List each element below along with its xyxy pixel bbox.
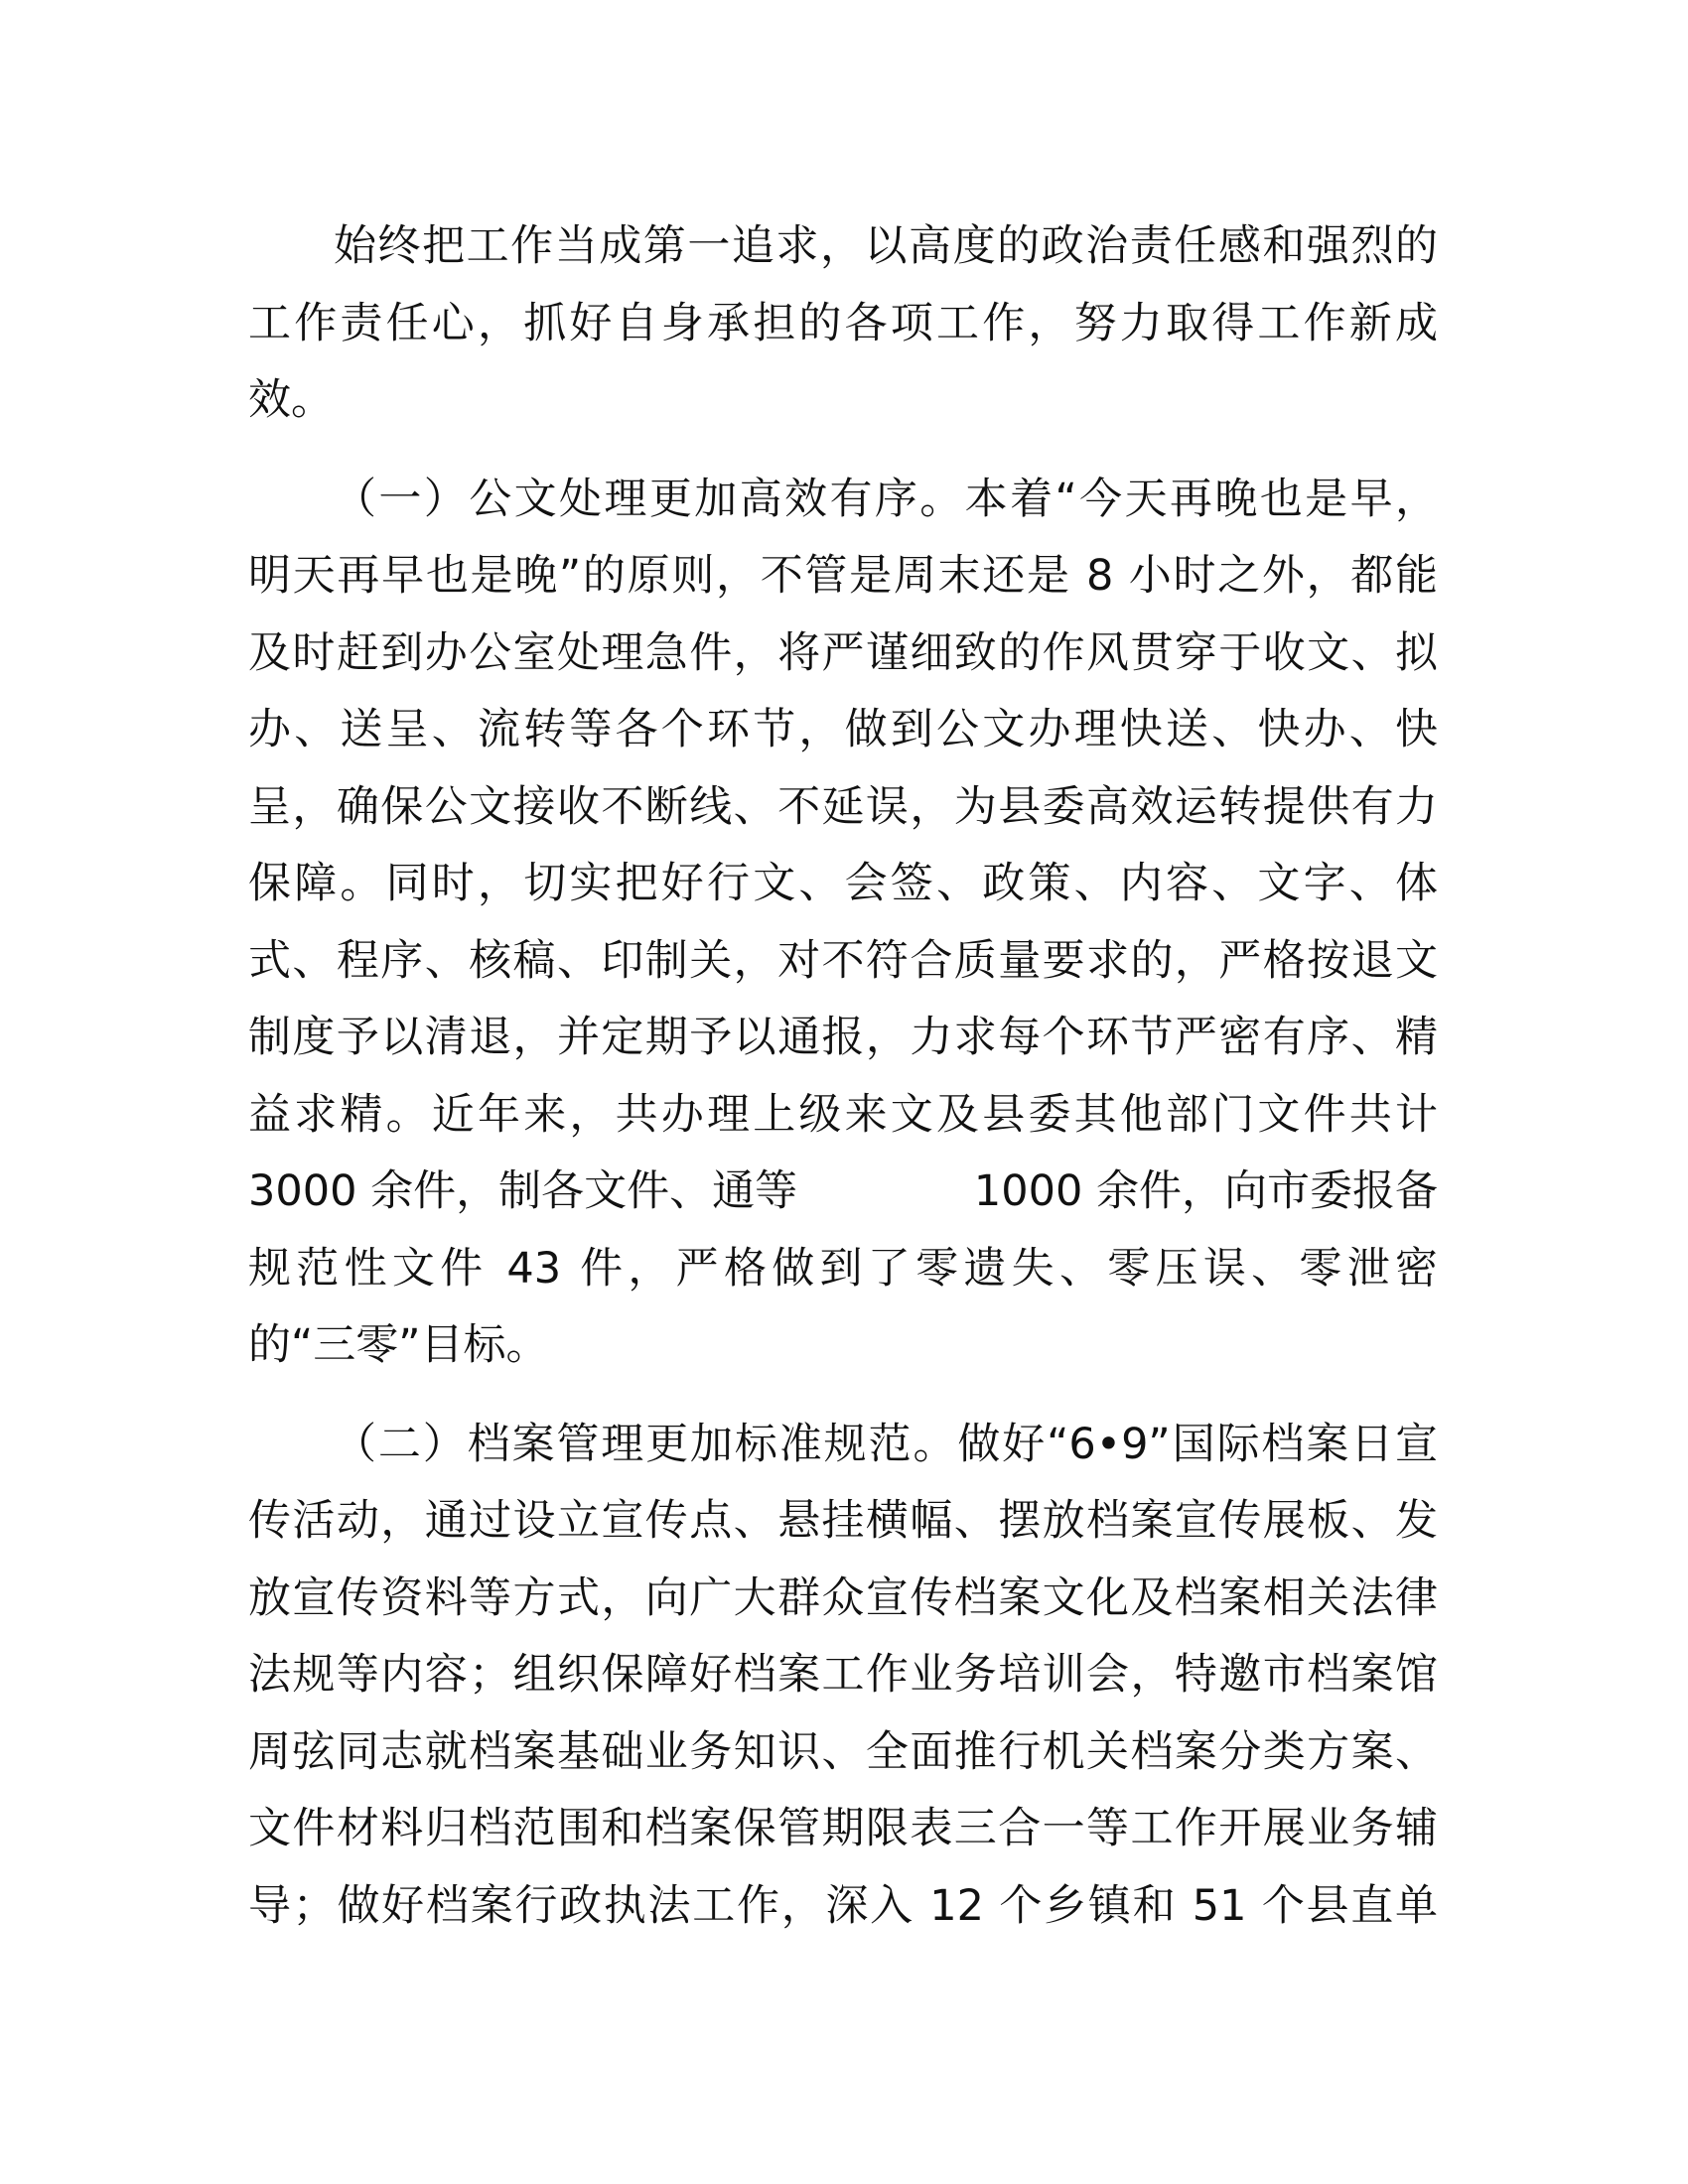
text-line: 制度予以清退，并定期予以通报，力求每个环节严密有序、精 bbox=[248, 1013, 1438, 1062]
text-line: 传活动，通过设立宣传点、悬挂横幅、摆放档案宣传展板、发 bbox=[248, 1496, 1438, 1546]
text-line: （一）公文处理更加高效有序。本着“今天再晚也是早， bbox=[334, 474, 1438, 524]
text-line: 及时赶到办公室处理急件，将严谨细致的作风贯穿于收文、拟 bbox=[248, 627, 1438, 678]
text-line: 效。 bbox=[248, 375, 334, 425]
text-line: 办、送呈、流转等各个环节，做到公文办理快送、快办、快 bbox=[248, 705, 1438, 754]
text-line: 规范性文件 43 件，严格做到了零遗失、零压误、零泄密 bbox=[248, 1243, 1438, 1294]
text-line-split bbox=[248, 1154, 1438, 1231]
text-line: 导；做好档案行政执法工作，深入 12 个乡镇和 51 个县直单 bbox=[248, 1880, 1438, 1931]
text-line: 呈，确保公文接收不断线、不延误，为县委高效运转提供有力 bbox=[248, 781, 1438, 832]
text-line: 放宣传资料等方式，向广大群众宣传档案文化及档案相关法律 bbox=[248, 1572, 1438, 1623]
paragraph-archive-management bbox=[248, 1407, 1438, 1946]
text-line: 式、程序、核稿、印制关，对不符合质量要求的，严格按退文 bbox=[248, 935, 1438, 986]
text-line: 明天再早也是晚”的原则，不管是周末还是 8 小时之外，都能 bbox=[248, 551, 1438, 601]
text-segment: 3000 余件，制各文件、通等 bbox=[248, 1166, 798, 1216]
text-line: 益求精。近年来，共办理上级来文及县委其他部门文件共计 bbox=[248, 1089, 1438, 1140]
text-line: 的“三零”目标。 bbox=[248, 1320, 549, 1370]
text-line: 文件材料归档范围和档案保管期限表三合一等工作开展业务辅 bbox=[248, 1804, 1438, 1853]
paragraph-intro bbox=[248, 208, 1438, 440]
text-line: （二）档案管理更加标准规范。做好“6•9”国际档案日宣 bbox=[334, 1419, 1438, 1469]
text-line: 保障。同时，切实把好行文、会签、政策、内容、文字、体 bbox=[248, 859, 1438, 908]
text-line: 法规等内容；组织保障好档案工作业务培训会，特邀市档案馆 bbox=[248, 1650, 1438, 1700]
document-page bbox=[248, 208, 1438, 1945]
text-line: 工作责任心，抓好自身承担的各项工作，努力取得工作新成 bbox=[248, 298, 1438, 348]
text-segment: 1000 余件，向市委报备 bbox=[973, 1166, 1438, 1216]
text-line: 始终把工作当成第一追求，以高度的政治责任感和强烈的 bbox=[334, 221, 1438, 271]
paragraph-document-processing bbox=[248, 462, 1438, 1385]
text-line: 周弦同志就档案基础业务知识、全面推行机关档案分类方案、 bbox=[248, 1726, 1438, 1777]
